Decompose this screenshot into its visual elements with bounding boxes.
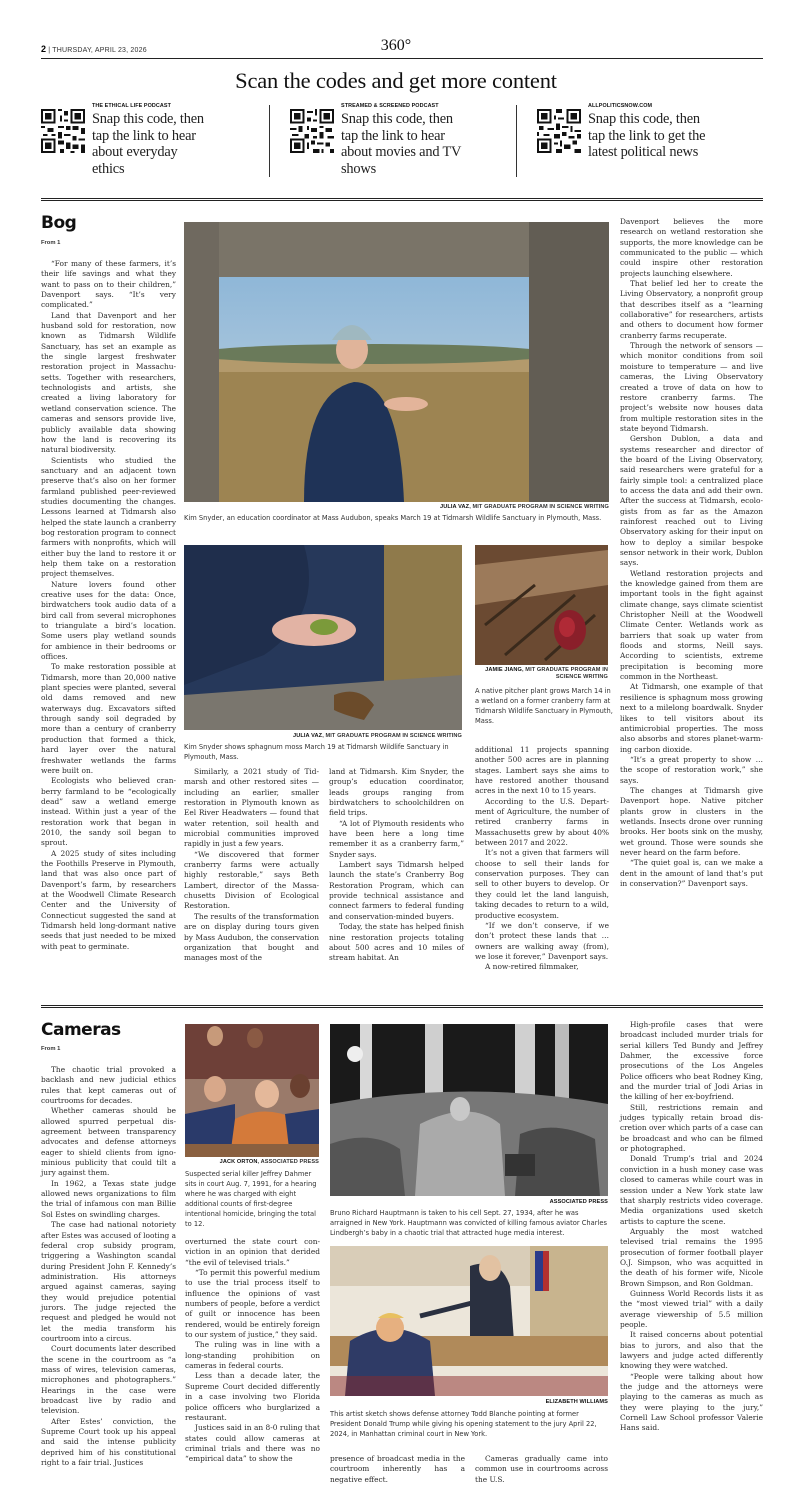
paragraph: Nature lovers found other creative uses for the data: Once, birdwatchers took audio data of a bird call from several microphones to triangulate a bird’s location. Some users play wetland sounds for ambience in their bedrooms or offices. [41, 579, 176, 662]
photo-dahmer-court [185, 1024, 319, 1157]
photo-kim-snyder-speaking [184, 222, 609, 502]
paragraph: “A lot of Plymouth residents who have been here a long time remember it as a cranberry farm,” Snyder says. [329, 818, 464, 859]
promo-text [341, 103, 466, 181]
paragraph: The results of the transformation are on display during tours given by Mass Audubon, the conservation organization that bought and manages most of the [184, 911, 319, 963]
paragraph: Still, restrictions remain and judges typically retain broad discretion over which parts of a case can be broadcast and who can be filmed or photographed. [620, 1102, 763, 1154]
qr-code-icon[interactable] [41, 109, 85, 153]
photographer-org: , MIT GRADUATE PROGRAM IN SCIENCE WRITING [322, 733, 462, 739]
paragraph: “If we don’t conserve, if we don’t protect these lands that … owners are walking away (from), we lose it forever,” Davenport says. [475, 920, 609, 961]
paragraph: High-profile cases that were broadcast included murder trials for serial killers Ted Bundy and Jeffrey Dahmer, the excessive force prosecutions of the Los Angeles Police officers who beat Rodney King, and the murder trial of Jodi Arias in the killing of her ex-boyfriend. [620, 1020, 763, 1102]
photo-sphagnum-moss [184, 545, 462, 730]
paragraph: “To permit this powerful medium to use the trial process itself to influence the opinions of vast numbers of people, before a verdict of guilt or innocence has been rendered, would be entirely foreign to our system of justice,” they said. [185, 1268, 320, 1340]
promo-allpoliticsnow [537, 103, 737, 181]
photo-credit [330, 1399, 608, 1406]
cameras-column-5 [620, 1020, 763, 1434]
promo-text [588, 103, 708, 181]
paragraph: land at Tidmarsh. Kim Snyder, the group’s education coordinator, leads groups ranging from birdwatchers to schoolchildren on field trips. [329, 767, 464, 818]
promo-divider [516, 105, 517, 177]
photo-caption: Kim Snyder shows sphagnum moss March 19 at Tidmarsh Wildlife Sanctuary in Plymouth, Mass. [184, 743, 449, 761]
promo-ethical-life [41, 103, 241, 181]
promo-kicker: ALLPOLITICSNOW.COM [588, 103, 653, 109]
photo-caption: Kim Snyder, an education coordinator at Mass Audubon, speaks March 19 at Tidmarsh Wildlife Sanctuary in Plymouth, Mass. [184, 514, 602, 522]
photo-image [330, 1024, 608, 1196]
paragraph: That belief led her to create the Living Observatory, a nonprofit group that describes itself as a “learning collaborative” for researchers, artists and others to document how former cranberry farms recuperate. [620, 279, 763, 340]
photo-caption: Suspected serial killer Jeffrey Dahmer sits in court Aug. 7, 1991, for a hearing where he was charged with eight additional counts of first-degree intentional homicide, bringing the total to 12. [185, 1170, 317, 1228]
photographer-name: ASSOCIATED PRESS [549, 1199, 608, 1205]
photo-credit [184, 504, 609, 511]
photo-trump-trial-sketch [330, 1246, 608, 1396]
paragraph: The changes at Tidmarsh give Davenport hope. Native pitcher plants grow in clusters in the wetlands. Insects drone over running brooks. Her boots sink on the mushy, wet ground. Those were sounds she never heard on the farm before. [620, 785, 763, 857]
paragraph: Guinness World Records lists it as the “most viewed trial” with a daily average viewership of 5.5 million people. [620, 1288, 763, 1329]
paragraph: According to the U.S. Department of Agriculture, the number of retired cranberry farms in Massachusetts grew by about 40% between 2017 and 2022. [475, 796, 609, 848]
paragraph: At Tidmarsh, one example of that resilience is sphagnum moss growing next to a milelong boardwalk. Snyder likes to tell visitors about its antimicrobial properties. The moss also absorbs and stores planet-warming carbon dioxide. [620, 682, 763, 754]
photo-hauptmann [330, 1024, 608, 1196]
section-rule [41, 198, 763, 201]
paragraph: Lambert says Tidmarsh helped launch the state’s Cranberry Bog Restoration Program, which can provide technical assistance and connect farmers to federal funding and conservation-minded buyers. [329, 860, 464, 921]
photographer-org: , MIT GRADUATE PROGRAM IN SCIENCE WRITING [469, 504, 609, 510]
photo-credit [330, 1199, 608, 1206]
cameras-jump-line: From 1 [41, 1046, 61, 1052]
paragraph: Land that Davenport and her husband sold for restoration, now known as Tidmarsh Wildlife Sanctuary, has set an example as the single largest freshwater restoration project in Massachusetts. Together with researchers, technologists and artists, she created a living laboratory for wetland conservation science. The cameras and sensors provide live, publicly available data showing how the land is recovering its natural biodiversity. [41, 310, 176, 455]
bog-column-3 [329, 767, 464, 964]
paragraph: presence of broadcast media in the courtroom inherently has a negative effect. [330, 1454, 465, 1484]
paragraph: Court documents later described the scene in the courtroom as “a mass of wires, television cameras, microphones and photographers.” Hearings in the case were broadcast live by radio and television. [41, 1344, 176, 1416]
paragraph: It’s not a given that farmers will choose to sell their lands for conservation purposes. They can sell to other buyers to develop. Or they could let the land languish, taking decades to return to a wild, productive ecosystem. [475, 848, 609, 920]
promo-body: Snap this code, then tap the link to hear about movies and TV shows [341, 111, 461, 177]
bog-column-2 [184, 767, 319, 964]
paragraph: Justices said in an 8-0 ruling that states could allow cameras at criminal trials and there was no “empirical data” to show the [185, 1423, 320, 1464]
promo-kicker: THE ETHICAL LIFE PODCAST [92, 103, 171, 109]
issue-date: | THURSDAY, APRIL 23, 2026 [48, 47, 147, 54]
header-rule [41, 58, 763, 59]
photo-caption: A native pitcher plant grows March 14 in a wetland on a former cranberry farm at Tidmarsh Wildlife Sanctuary in Plymouth, Mass. [475, 687, 613, 725]
bog-column-4 [475, 745, 609, 973]
paragraph: Less than a decade later, the Supreme Court decided differently in a case involving two Florida police officers who burglarized a restaurant. [185, 1371, 320, 1422]
bog-column-5 [620, 217, 763, 889]
photographer-org: , ASSOCIATED PRESS [257, 1159, 319, 1165]
paragraph: Gershon Dublon, a data and systems researcher and director of the board of the Living Observatory, said researchers were grateful for a fairly simple tool: a centralized place to access the data and add their own. After the success at Tidmarsh, ecologists from as far as the Amazon rainforest reached out to Living Observatory asking for their input on how to deploy a similar bespoke sensor network in their work, Dublon says. [620, 434, 763, 568]
paragraph: In 1962, a Texas state judge allowed news organizations to film the trial of infamous con man Billie Sol Estes on swindling charges. [41, 1178, 176, 1219]
paragraph: Similarly, a 2021 study of Tidmarsh and other restored sites — including an earlier, smaller restoration in Plymouth known as Eel River Headwaters — found that water retention, soil health and microbial communities improved rapidly in just a few years. [184, 767, 319, 849]
paragraph: “People were talking about how the judge and the attorneys were playing to the cameras as much as they were playing to the jury,” Cornell Law School professor Valerie Hans said. [620, 1371, 763, 1433]
promo-text [92, 103, 212, 181]
photographer-name: JAMIE JIANG [485, 667, 522, 673]
paragraph: To make restoration possible at Tidmarsh, more than 20,000 native plant species were planted, several old dams removed and new waterways dug. Excavators sifted through sandy soil degraded by more than a century of cranberry production that formed a thick, hard layer over the natural freshwater wetlands the farms were built on. [41, 662, 176, 775]
paragraph: “We discovered that former cranberry farms were actually highly restorable,” says Beth Lambert, director of the Massachusetts Division of Ecological Restoration. [184, 849, 319, 911]
bog-column-1 [41, 259, 176, 952]
paragraph: A 2025 study of sites including the Foothills Preserve in Plymouth, land that was also once part of Davenport’s farm, by researchers at the Woodwell Climate Research Center and the University of Connecticut suggested the sand at Tidmarsh held long-dormant native seeds that just needed to be mixed with peat to germinate. [41, 848, 176, 951]
photographer-name: JULIA VAZ [293, 733, 323, 739]
paragraph: overturned the state court conviction in an opinion that derided “the evil of televised trials.” [185, 1237, 320, 1267]
qr-code-icon[interactable] [537, 109, 581, 153]
photo-image [184, 222, 609, 502]
paragraph: additional 11 projects spanning another 500 acres are in planning stages. Lambert says she aims to have restored another thousand acres in the next 10 to 15 years. [475, 745, 609, 796]
promo-divider [269, 105, 270, 177]
paragraph: It raised concerns about potential bias to jurors, and also that the lawyers and judge acted differently knowing they were watched. [620, 1330, 763, 1371]
paragraph: Cameras gradually came into common use in courtrooms across the U.S. [475, 1454, 608, 1484]
promo-streamed-screened [290, 103, 500, 181]
photo-credit [184, 733, 462, 740]
photo-image [330, 1246, 608, 1396]
paragraph: Wetland restoration projects and the knowledge gained from them are important tools in the fight against climate change, says climate scientist Christopher Neill at the Woodwell Climate Center. Wetlands work as barriers that soak up water from floods and storms, Neill says. According to scientists, extreme precipitation is becoming more common in the Northeast. [620, 568, 763, 682]
paragraph: “It’s a great property to show … the scope of restoration work,” she says. [620, 754, 763, 785]
page-number: 2 [41, 44, 47, 54]
photo-caption: This artist sketch shows defense attorney Todd Blanche pointing at former President Donald Trump while giving his opening statement to the jury April 22, 2024, in Manhattan criminal court in New York. [330, 1410, 597, 1438]
paragraph: The chaotic trial provoked a backlash and new judicial ethics rules that kept cameras out of courtrooms for decades. [41, 1065, 176, 1106]
cameras-headline: Cameras [41, 1020, 121, 1040]
paragraph: Donald Trump’s trial and 2024 conviction in a hush money case was closed to cameras while court was in session under a New York state law that sharply restricts video coverage. Media organizations used sketch artists to capture the scene. [620, 1154, 763, 1226]
photo-image [184, 545, 462, 730]
photographer-name: JULIA VAZ [440, 504, 470, 510]
photographer-name: ELIZABETH WILLIAMS [545, 1399, 608, 1405]
photographer-name: JACK ORTON [219, 1159, 258, 1165]
paragraph: Scientists who studied the sanctuary and an adjacent town preserve that’s also on her former farmland published peer-reviewed studies documenting the changes. Lessons learned at Tidmarsh also helped the state launch a cranberry bog restoration program to connect farmers with nonprofits, which will either buy the land to restore it or help them take on a restoration project themselves. [41, 455, 176, 579]
paragraph: Ecologists who believed cranberry farmland to be “ecologically dead” saw a wetland emerge instead. Within just a year of the restoration work that began in 2010, the sandy soil began to sprout. [41, 776, 176, 848]
promo-body: Snap this code, then tap the link to get the latest political news [588, 111, 706, 160]
photographer-org: , MIT GRADUATE PROGRAM IN SCIENCE WRITING [522, 667, 608, 680]
bog-headline: Bog [41, 213, 77, 233]
bog-jump-line: From 1 [41, 240, 61, 246]
cameras-column-2 [185, 1237, 320, 1465]
photo-credit [475, 667, 608, 681]
paragraph: “For many of these farmers, it’s their life savings and what they want to pass on to their children,” Davenport says. “It’s very complicated.” [41, 259, 176, 310]
photo-caption: Bruno Richard Hauptmann is taken to his cell Sept. 27, 1934, after he was arraigned in New York. Hauptmann was convicted of killing famous aviator Charles Lindbergh’s baby in a chaotic trial that attracted huge media interest. [330, 1209, 607, 1237]
paragraph: Whether cameras should be allowed spurred perpetual disagreement between transparency advocates and defense attorneys eager to shield clients from ignominious publicity that could tilt a jury against them. [41, 1106, 176, 1178]
photo-image [475, 545, 608, 665]
photo-pitcher-plant [475, 545, 608, 665]
paragraph: “The quiet goal is, can we make a dent in the amount of land that’s put in conservation?” Davenport says. [620, 858, 763, 888]
paragraph: The ruling was in line with a long-standing prohibition on cameras in federal courts. [185, 1340, 320, 1371]
photo-credit [185, 1159, 319, 1166]
story-divider [41, 1005, 763, 1008]
photo-image [185, 1024, 319, 1157]
cameras-column-3 [330, 1454, 465, 1485]
paragraph: Davenport believes the more research on wetland restoration she supports, the more knowledge can be communicated to the public — which could inspire other restoration projects launching elsewhere. [620, 217, 763, 278]
paragraph: Arguably the most watched televised trial remains the 1995 prosecution of former football player O.J. Simpson, who was acquitted in the death of his former wife, Nicole Brown Simpson, and Ron Goldman. [620, 1226, 763, 1288]
promo-title: Scan the codes and get more content [235, 68, 557, 93]
paragraph: A now-retired filmmaker, [485, 962, 579, 972]
paragraph: The case had national notoriety after Estes was accused of looting a federal crop subsidy program, triggering a Washington scandal during President John F. Kennedy’s administration. His attorneys argued against cameras, saying they would prejudice potential jurors. The judge rejected the request and pledged he would not let the media transform his courtroom into a circus. [41, 1220, 176, 1343]
qr-code-icon[interactable] [290, 109, 334, 153]
promo-kicker: STREAMED & SCREENED PODCAST [341, 103, 439, 109]
promo-body: Snap this code, then tap the link to hear about everyday ethics [92, 111, 204, 177]
paragraph: Today, the state has helped finish nine restoration projects totaling about 500 acres and 10 miles of stream habitat. An [329, 922, 464, 963]
section-name: 360° [380, 37, 412, 54]
paragraph: After Estes’ conviction, the Supreme Court took up his appeal and said the intense publicity deprived him of his constitutional right to a fair trial. Justices [41, 1416, 176, 1468]
paragraph: Through the network of sensors — which monitor conditions from soil moisture to temperature — and live cameras, the Living Observatory created a trove of data on how to restore cranberry farms. The project’s website now houses data from multiple restoration sites in the state beyond Tidmarsh. [620, 341, 763, 433]
cameras-column-1 [41, 1065, 176, 1468]
cameras-column-4 [475, 1454, 608, 1485]
